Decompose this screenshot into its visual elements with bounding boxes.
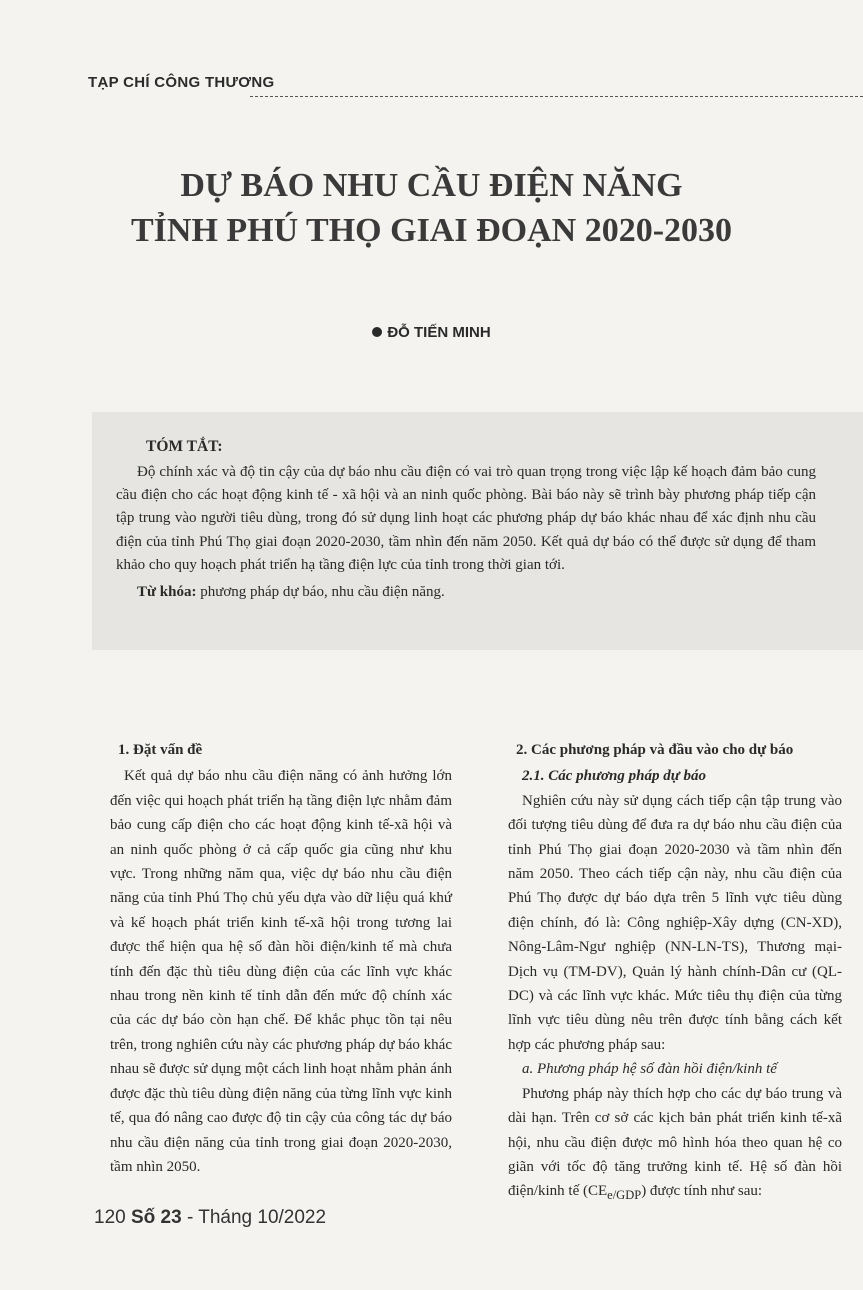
left-column: [110, 738, 452, 1179]
keywords: [116, 581, 816, 604]
section-2-1-heading: 2.1. Các phương pháp dự báo: [522, 768, 706, 785]
article-title: [40, 163, 823, 253]
page-number: 120: [94, 1207, 126, 1228]
para-2-end: ) được tính như sau:: [641, 1183, 763, 1200]
author-line: [0, 324, 863, 341]
section-1-body: Kết quả dự báo nhu cầu điện năng có ảnh hưởng lớn đến việc qui hoạch phát triển hạ tầng điện lực nhằm đảm bảo cung cấp điện cho các hoạt động kinh tế-xã hội và an ninh quốc phòng ở cả cấp quốc gia cũng như khu vực. Trong những năm qua, việc dự báo nhu cầu điện năng của tỉnh Phú Thọ chủ yếu dựa vào dữ liệu quá khứ và kế hoạch phát triển kinh tế-xã hội trong tương lai được thể hiện qua hệ số đàn hồi điện/kinh tế mà chưa tính đến đặc thù tiêu dùng điện của các lĩnh vực khác nhau trong nền kinh tế tỉnh dẫn đến mức độ chính xác của các dự báo còn hạn chế. Để khắc phục tồn tại nêu trên, trong nghiên cứu này các phương pháp dự báo khác nhau sẽ được sử dụng một cách linh hoạt nhằm phản ánh được đặc thù tiêu dùng điện năng của từng lĩnh vực kinh tế, qua đó nâng cao được độ tin cậy của công tác dự báo nhu cầu điện năng của tỉnh trong giai đoạn 2020-2030, tầm nhìn 2050.: [110, 768, 452, 1175]
issue-month: Tháng 10/2022: [198, 1207, 327, 1228]
abstract-box: [92, 412, 863, 650]
title-line-1: DỰ BÁO NHU CẦU ĐIỆN NĂNG: [180, 167, 683, 204]
title-line-2: TỈNH PHÚ THỌ GIAI ĐOẠN 2020-2030: [130, 212, 733, 249]
page-footer: [94, 1207, 326, 1229]
keywords-label: Từ khóa:: [137, 584, 197, 601]
para-2-text: Phương pháp này thích hợp cho các dự báo trung và dài hạn. Trên cơ sở các kịch bản phát triển kinh tế-xã hội, nhu cầu điện được mô hình hóa theo quan hệ co giãn với tốc độ tăng trưởng kinh tế. Hệ số đàn hồi điện/kinh tế (CE: [508, 1085, 842, 1200]
header-rule: [250, 96, 863, 97]
section-1-heading: 1. Đặt vấn đề: [118, 742, 203, 758]
issue-number: Số 23: [130, 1207, 182, 1228]
section-2-para-1: Nghiên cứu này sử dụng cách tiếp cận tập trung vào đối tượng tiêu dùng để đưa ra dự báo nhu cầu điện của tỉnh Phú Thọ giai đoạn 2020-2030 và tầm nhìn đến năm 2050. Theo cách tiếp cận này, nhu cầu điện của Phú Thọ được dự báo dựa trên 5 lĩnh vực tiêu dùng điện chính, đó là: Công nghiệp-Xây dựng (CN-XD), Nông-Lâm-Ngư nghiệp (NN-LN-TS), Thương mại-Dịch vụ (TM-DV), Quản lý hành chính-Dân cư (QL-DC) và các lĩnh vực khác. Mức tiêu thụ điện của từng lĩnh vực tiêu dùng nêu trên được tính bằng cách kết hợp các phương pháp sau:: [508, 792, 842, 1053]
para-2-subscript: e/GDP: [607, 1188, 642, 1203]
method-a-heading: a. Phương pháp hệ số đàn hồi điện/kinh tế: [522, 1061, 777, 1078]
abstract-content: [116, 436, 816, 604]
section-2-heading: 2. Các phương pháp và đầu vào cho dự báo: [516, 742, 794, 758]
journal-name: TẠP CHÍ CÔNG THƯƠNG: [88, 74, 275, 91]
author-name: ĐỖ TIẾN MINH: [387, 324, 491, 341]
keywords-text: phương pháp dự báo, nhu cầu điện năng.: [200, 584, 445, 601]
abstract-body: Độ chính xác và độ tin cậy của dự báo nhu cầu điện có vai trò quan trọng trong việc lập kế hoạch đảm bảo cung cầu điện cho các hoạt động kinh tế - xã hội và an ninh quốc phòng. Bài báo này sẽ trình bày phương pháp tiếp cận tập trung vào người tiêu dùng, trong đó sử dụng linh hoạt các phương pháp dự báo khác nhau để xác định nhu cầu điện của tỉnh Phú Thọ giai đoạn 2020-2030, tầm nhìn đến năm 2050. Kết quả dự báo có thể được sử dụng để tham khảo cho quy hoạch phát triển hạ tầng điện lực của tỉnh trong thời gian tới.: [116, 464, 816, 573]
right-column: [508, 738, 842, 1208]
bullet-dot-icon: [372, 327, 382, 337]
section-2-para-2: [508, 1082, 842, 1208]
abstract-heading: TÓM TẮT:: [146, 438, 223, 455]
footer-separator: -: [181, 1207, 199, 1228]
